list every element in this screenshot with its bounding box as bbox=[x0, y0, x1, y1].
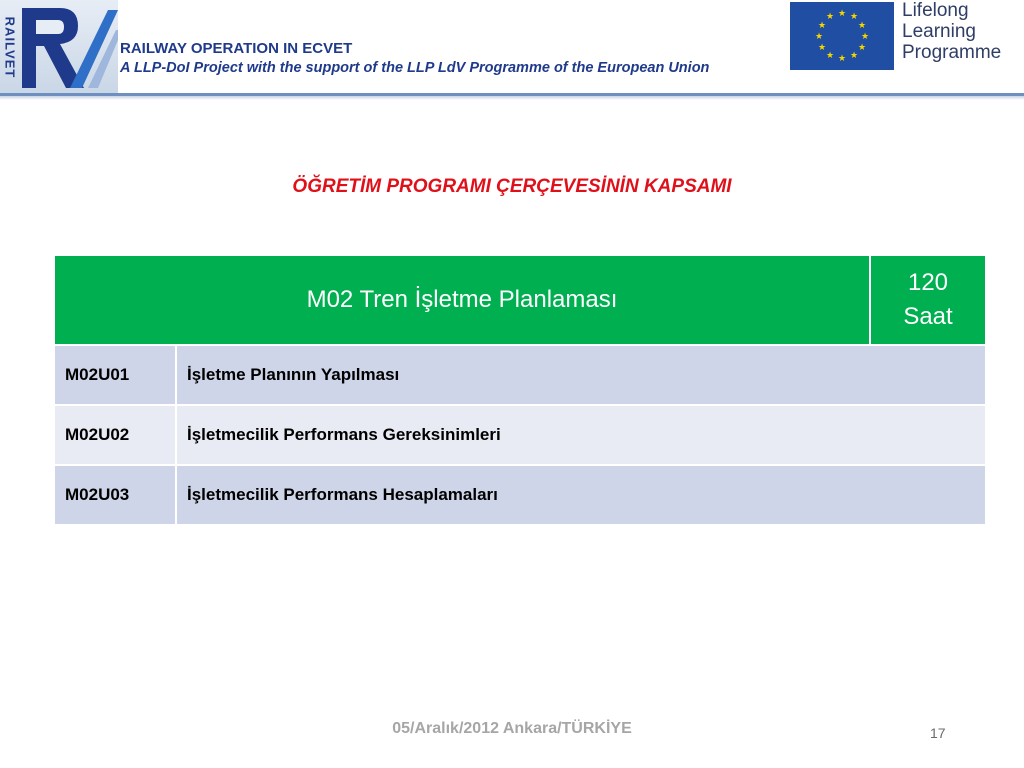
project-title: RAILWAY OPERATION IN ECVET bbox=[120, 40, 353, 57]
unit-name: İşletmecilik Performans Gereksinimleri bbox=[176, 405, 986, 465]
railvet-logo-mark bbox=[0, 0, 118, 96]
svg-text:★: ★ bbox=[817, 43, 827, 53]
lifelong-learning-logo bbox=[790, 0, 1024, 78]
eu-flag-icon bbox=[790, 2, 894, 70]
svg-text:★: ★ bbox=[825, 12, 835, 22]
railvet-logo bbox=[0, 0, 118, 96]
unit-code: M02U03 bbox=[54, 465, 176, 525]
hours-value: 120 bbox=[907, 269, 949, 296]
svg-text:★: ★ bbox=[857, 21, 867, 31]
slide-header bbox=[0, 0, 1024, 96]
project-subtitle: A LLP-DoI Project with the support of the LLP LdV Programme of the European Union bbox=[120, 60, 710, 76]
svg-text:★: ★ bbox=[849, 51, 859, 61]
slide-title: ÖĞRETİM PROGRAMI ÇERÇEVESİNİN KAPSAMI bbox=[292, 176, 732, 197]
programme-line-1: Lifelong bbox=[902, 0, 969, 21]
programme-line-3: Programme bbox=[902, 42, 1002, 63]
svg-text:★: ★ bbox=[857, 43, 867, 53]
header-divider-shadow bbox=[0, 96, 1024, 100]
svg-text:★: ★ bbox=[837, 9, 847, 19]
svg-text:★: ★ bbox=[837, 54, 847, 64]
unit-name: İşletme Planının Yapılması bbox=[176, 345, 986, 405]
table-row bbox=[54, 345, 986, 405]
table-row bbox=[54, 405, 986, 465]
railvet-logo-text: RAILVET bbox=[2, 16, 18, 79]
module-hours bbox=[870, 255, 986, 345]
page-number: 17 bbox=[930, 725, 946, 741]
module-table bbox=[53, 254, 987, 526]
unit-code: M02U02 bbox=[54, 405, 176, 465]
svg-text:★: ★ bbox=[814, 32, 824, 42]
programme-line-2: Learning bbox=[902, 21, 976, 42]
unit-name: İşletmecilik Performans Hesaplamaları bbox=[176, 465, 986, 525]
table-row bbox=[54, 465, 986, 525]
svg-text:★: ★ bbox=[817, 21, 827, 31]
programme-name bbox=[902, 0, 1001, 63]
svg-text:★: ★ bbox=[849, 12, 859, 22]
module-header-row bbox=[54, 255, 986, 345]
eu-stars-icon bbox=[790, 2, 894, 70]
hours-unit: Saat bbox=[903, 303, 953, 330]
svg-text:★: ★ bbox=[825, 51, 835, 61]
module-title: M02 Tren İşletme Planlaması bbox=[54, 255, 870, 345]
footer-date-location: 05/Aralık/2012 Ankara/TÜRKİYE bbox=[392, 720, 632, 737]
unit-code: M02U01 bbox=[54, 345, 176, 405]
svg-text:★: ★ bbox=[860, 32, 870, 42]
